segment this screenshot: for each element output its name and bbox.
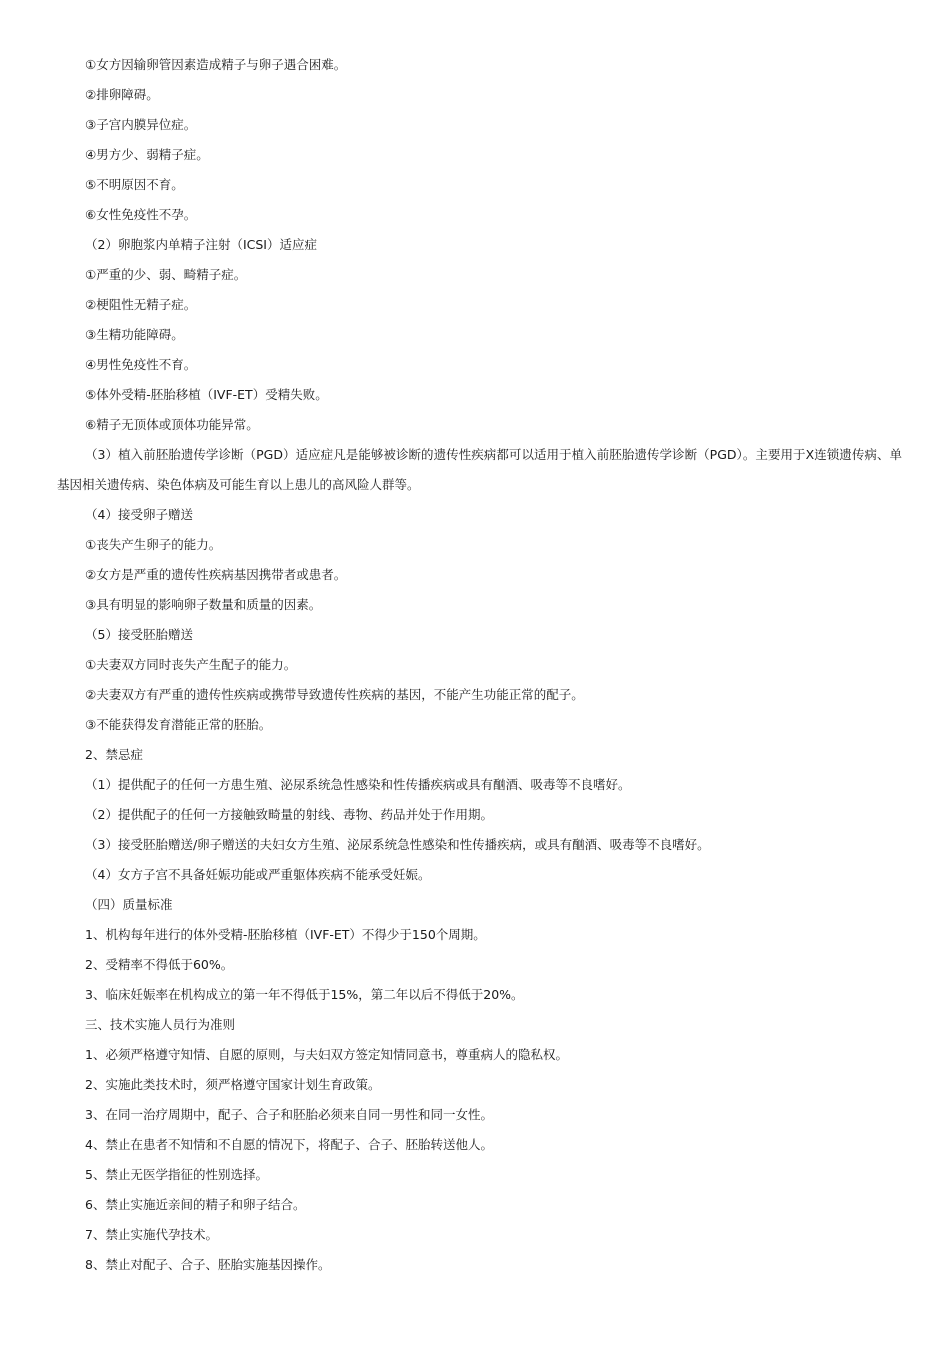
text-line: ③生精功能障碍。 — [85, 327, 184, 342]
text-line: ③子宫内膜异位症。 — [85, 117, 197, 132]
text-line: ②夫妻双方有严重的遗传性疾病或携带导致遗传性疾病的基因，不能产生功能正常的配子。 — [85, 687, 584, 702]
text-line: ②排卵障碍。 — [85, 87, 159, 102]
text-line: ②女方是严重的遗传性疾病基因携带者或患者。 — [85, 567, 347, 582]
text-line: 8、禁止对配子、合子、胚胎实施基因操作。 — [85, 1257, 331, 1272]
text-line: ①丧失产生卵子的能力。 — [85, 537, 222, 552]
section-heading: 2、禁忌症 — [85, 747, 143, 762]
text-line: 5、禁止无医学指征的性别选择。 — [85, 1167, 268, 1182]
text-line: 3、在同一治疗周期中，配子、合子和胚胎必须来自同一男性和同一女性。 — [85, 1107, 493, 1122]
text-line: 1、必须严格遵守知情、自愿的原则，与夫妇双方签定知情同意书，尊重病人的隐私权。 — [85, 1047, 568, 1062]
text-line: 4、禁止在患者不知情和不自愿的情况下，将配子、合子、胚胎转送他人。 — [85, 1137, 493, 1152]
text-line: 7、禁止实施代孕技术。 — [85, 1227, 218, 1242]
text-line: 2、受精率不得低于60%。 — [85, 957, 234, 972]
section-heading: （2）卵胞浆内单精子注射（ICSI）适应症 — [85, 237, 317, 252]
text-line: ①女方因输卵管因素造成精子与卵子遇合困难。 — [85, 57, 347, 72]
text-line: （1）提供配子的任何一方患生殖、泌尿系统急性感染和性传播疾病或具有酗酒、吸毒等不良嗜好。 — [85, 777, 631, 792]
text-line: （3）接受胚胎赠送/卵子赠送的夫妇女方生殖、泌尿系统急性感染和性传播疾病，或具有酗酒、吸毒等不良嗜好。 — [85, 837, 710, 852]
text-line: （2）提供配子的任何一方接触致畸量的射线、毒物、药品并处于作用期。 — [85, 807, 493, 822]
text-line: ②梗阻性无精子症。 — [85, 297, 197, 312]
text-line: ⑥精子无顶体或顶体功能异常。 — [85, 417, 259, 432]
section-heading: （4）接受卵子赠送 — [85, 507, 193, 522]
text-line: （4）女方子宫不具备妊娠功能或严重躯体疾病不能承受妊娠。 — [85, 867, 431, 882]
text-line: ③具有明显的影响卵子数量和质量的因素。 — [85, 597, 322, 612]
section-heading: （四）质量标准 — [85, 897, 173, 912]
section-heading: 三、技术实施人员行为准则 — [85, 1017, 236, 1032]
text-line: ③不能获得发育潜能正常的胚胎。 — [85, 717, 272, 732]
document-body — [57, 50, 902, 1280]
text-line: ①严重的少、弱、畸精子症。 — [85, 267, 247, 282]
text-line: ⑤不明原因不育。 — [85, 177, 184, 192]
text-line: 1、机构每年进行的体外受精-胚胎移植（IVF-ET）不得少于150个周期。 — [85, 927, 486, 942]
text-line: 3、临床妊娠率在机构成立的第一年不得低于15%，第二年以后不得低于20%。 — [85, 987, 524, 1002]
text-line: ⑥女性免疫性不孕。 — [85, 207, 197, 222]
text-line: ⑤体外受精-胚胎移植（IVF-ET）受精失败。 — [85, 387, 328, 402]
text-line: ④男性免疫性不育。 — [85, 357, 197, 372]
text-line: ④男方少、弱精子症。 — [85, 147, 209, 162]
text-line: 6、禁止实施近亲间的精子和卵子结合。 — [85, 1197, 306, 1212]
pgd-paragraph: （3）植入前胚胎遗传学诊断（PGD）适应症凡是能够被诊断的遗传性疾病都可以适用于植入前胚胎遗传学诊断（PGD）。主要用于X连锁遗传病、单基因相关遗传病、染色体病及可能生育以上患儿的高风险人群等。 — [57, 447, 902, 492]
section-heading: （5）接受胚胎赠送 — [85, 627, 193, 642]
text-line: 2、实施此类技术时，须严格遵守国家计划生育政策。 — [85, 1077, 381, 1092]
text-line: ①夫妻双方同时丧失产生配子的能力。 — [85, 657, 297, 672]
